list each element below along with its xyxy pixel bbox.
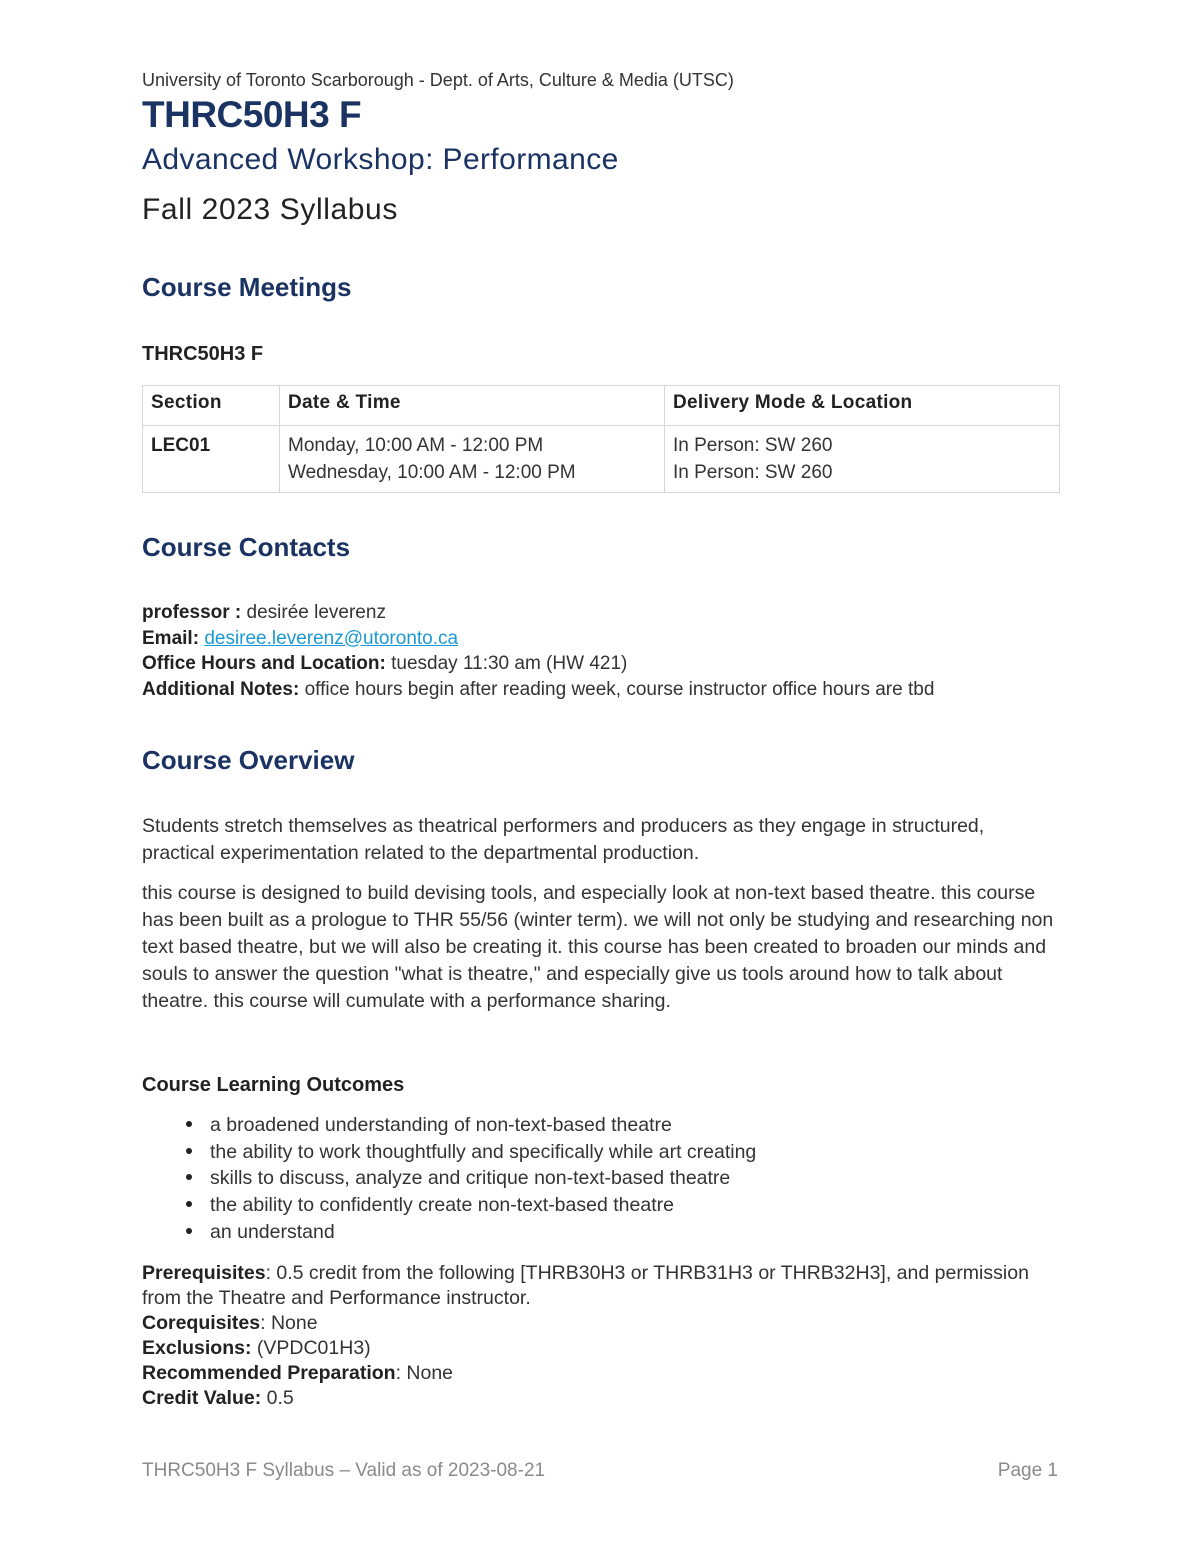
list-item: skills to discuss, analyze and critique non-text-based theatre (142, 1165, 756, 1192)
bullet-icon (186, 1201, 192, 1207)
email-line (142, 626, 934, 652)
list-item: the ability to work thoughtfully and specifically while art creating (142, 1139, 756, 1166)
bullet-icon (186, 1174, 192, 1180)
additional-notes-value: office hours begin after reading week, course instructor office hours are tbd (304, 678, 935, 700)
course-title: Advanced Workshop: Performance (142, 143, 619, 176)
university-line: University of Toronto Scarborough - Dept. of Arts, Culture & Media (UTSC) (142, 70, 734, 90)
email-label: Email: (142, 627, 200, 649)
office-hours-label: Office Hours and Location: (142, 653, 386, 674)
bullet-icon (186, 1121, 192, 1127)
overview-paragraph-2: this course is designed to build devising tools, and especially look at non-text based theatre. this course has been built as a prologue to THR 55/56 (winter term). we will not only be studying and researching non text based theatre, but we will also be creating it. this course has been created to broaden our minds and souls to answer the question "what is theatre," and especially give us tools around how to talk about theatre. this course will cumulate with a performance sharing. (142, 882, 1054, 1012)
page-footer (142, 1460, 1060, 1482)
overview-paragraph-1: Students stretch themselves as theatrical performers and producers as they engage in structured, practical experimentation related to the departmental production. (142, 815, 985, 864)
delivery-cell (665, 426, 1060, 493)
meetings-table (142, 385, 1060, 493)
prerequisites-line (142, 1261, 1062, 1311)
learning-outcomes-heading: Course Learning Outcomes (142, 1074, 405, 1096)
list-item: an understand (142, 1219, 756, 1246)
recommended-preparation-label: Recommended Preparation (142, 1362, 396, 1384)
course-contacts-heading: Course Contacts (142, 532, 351, 562)
email-link[interactable]: desiree.leverenz@utoronto.ca (204, 627, 459, 649)
additional-notes-label: Additional Notes: (142, 678, 300, 700)
table-header-row (143, 386, 1060, 426)
exclusions-label: Exclusions: (142, 1337, 252, 1359)
meeting-time-1: Monday, 10:00 AM - 12:00 PM (288, 435, 544, 456)
meetings-subheading: THRC50H3 F (142, 343, 264, 365)
bullet-icon (186, 1228, 192, 1234)
office-hours-line (142, 651, 934, 677)
corequisites-value: : None (260, 1312, 318, 1334)
date-time-cell (280, 426, 665, 493)
section-cell: LEC01 (143, 426, 280, 493)
list-item: the ability to confidently create non-text-based theatre (142, 1192, 756, 1219)
term-title: Fall 2023 Syllabus (142, 193, 398, 226)
column-header-section: Section (143, 386, 280, 426)
recommended-preparation-line (142, 1361, 1062, 1386)
meeting-location-1: In Person: SW 260 (673, 435, 833, 456)
learning-outcomes-list (142, 1112, 756, 1246)
course-meetings-heading: Course Meetings (142, 272, 352, 302)
course-overview-heading: Course Overview (142, 745, 355, 775)
credit-value-value: 0.5 (261, 1387, 294, 1409)
prerequisites-label: Prerequisites (142, 1262, 266, 1284)
page-number: Page 1 (997, 1460, 1058, 1481)
meeting-location-2: In Person: SW 260 (673, 462, 833, 483)
corequisites-label: Corequisites (142, 1312, 261, 1334)
table-row (143, 426, 1060, 493)
professor-line (142, 600, 934, 626)
professor-label: professor : (142, 602, 242, 623)
professor-name: desirée leverenz (246, 602, 386, 623)
list-item: a broadened understanding of non-text-based theatre (142, 1112, 756, 1139)
footer-validity: THRC50H3 F Syllabus – Valid as of 2023-08-21 (142, 1460, 546, 1481)
credit-value-line (142, 1386, 1062, 1411)
corequisites-line (142, 1311, 1062, 1336)
exclusions-line (142, 1336, 1062, 1361)
requirements-block (142, 1261, 1062, 1411)
bullet-icon (186, 1148, 192, 1154)
credit-value-label: Credit Value: (142, 1387, 262, 1409)
contacts-block (142, 600, 934, 702)
prerequisites-value: : 0.5 credit from the following [THRB30H3 or THRB31H3 or THRB32H3], and permission from the Theatre and Performance instructor. (142, 1262, 1029, 1309)
column-header-delivery: Delivery Mode & Location (665, 386, 1060, 426)
recommended-preparation-value: : None (395, 1362, 454, 1384)
additional-notes-line (142, 677, 934, 703)
column-header-date-time: Date & Time (280, 386, 665, 426)
exclusions-value: (VPDC01H3) (251, 1337, 371, 1359)
meeting-time-2: Wednesday, 10:00 AM - 12:00 PM (288, 462, 576, 483)
office-hours-value: tuesday 11:30 am (HW 421) (391, 653, 628, 674)
course-code-title: THRC50H3 F (142, 94, 362, 135)
